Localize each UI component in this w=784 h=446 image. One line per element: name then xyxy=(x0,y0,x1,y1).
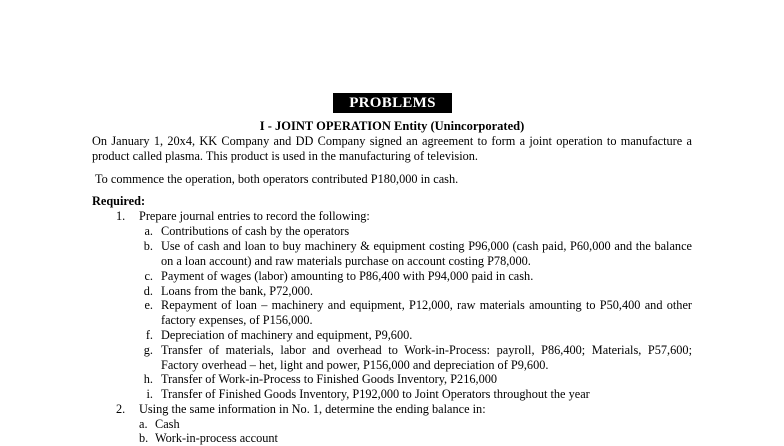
question-1-text: Prepare journal entries to record the following: xyxy=(139,209,370,223)
item-text: Contributions of cash by the operators xyxy=(161,224,350,238)
question-2-number: 2. xyxy=(116,402,126,416)
question-2-text: Using the same information in No. 1, determine the ending balance in: xyxy=(139,402,486,416)
item-text: Use of cash and loan to buy machinery & equipment costing P96,000 (cash paid, P60,000 and the balance on a loan account) and raw materials purchase on account costing P78,000. xyxy=(161,239,692,268)
intro-paragraph: On January 1, 20x4, KK Company and DD Company signed an agreement to form a joint operation to manufacture a product called plasma. This product is used in the manufacturing of television. xyxy=(92,134,692,163)
item-text: Transfer of materials, labor and overhead to Work-in-Process: payroll, P86,400; Materials, P57,600; Factory overhead – het, light and power, P156,000 and depreciation of P9,600. xyxy=(161,343,692,372)
commence-paragraph: To commence the operation, both operators contributed P180,000 in cash. xyxy=(95,172,459,186)
item-marker: h. xyxy=(143,372,153,386)
section-title: I - JOINT OPERATION Entity (Unincorporated) xyxy=(259,119,525,133)
item-marker: a. xyxy=(144,224,153,238)
item-text: Work-in-process account xyxy=(155,431,278,445)
problems-banner: PROBLEMS xyxy=(333,93,452,113)
required-label: Required: xyxy=(92,194,146,208)
item-marker: e. xyxy=(144,298,153,312)
item-marker: a. xyxy=(139,417,148,431)
item-text: Transfer of Work-in-Process to Finished Goods Inventory, P216,000 xyxy=(161,372,498,386)
item-text: Loans from the bank, P72,000. xyxy=(161,284,313,298)
item-marker: g. xyxy=(143,343,153,357)
item-marker: b. xyxy=(139,431,149,445)
item-text: Payment of wages (labor) amounting to P86,400 with P94,000 paid in cash. xyxy=(161,269,534,283)
item-marker: c. xyxy=(144,269,153,283)
question-1-number: 1. xyxy=(116,209,126,223)
item-text: Repayment of loan – machinery and equipment, P12,000, raw materials amounting to P50,400 and other factory expenses, of P156,000. xyxy=(161,298,692,327)
item-text: Transfer of Finished Goods Inventory, P192,000 to Joint Operators throughout the year xyxy=(161,387,590,401)
item-text: Depreciation of machinery and equipment, P9,600. xyxy=(161,328,413,342)
item-marker: i. xyxy=(146,387,153,401)
item-marker: b. xyxy=(143,239,153,253)
item-marker: f. xyxy=(145,328,153,342)
item-text: Cash xyxy=(155,417,180,431)
item-marker: d. xyxy=(143,284,153,298)
